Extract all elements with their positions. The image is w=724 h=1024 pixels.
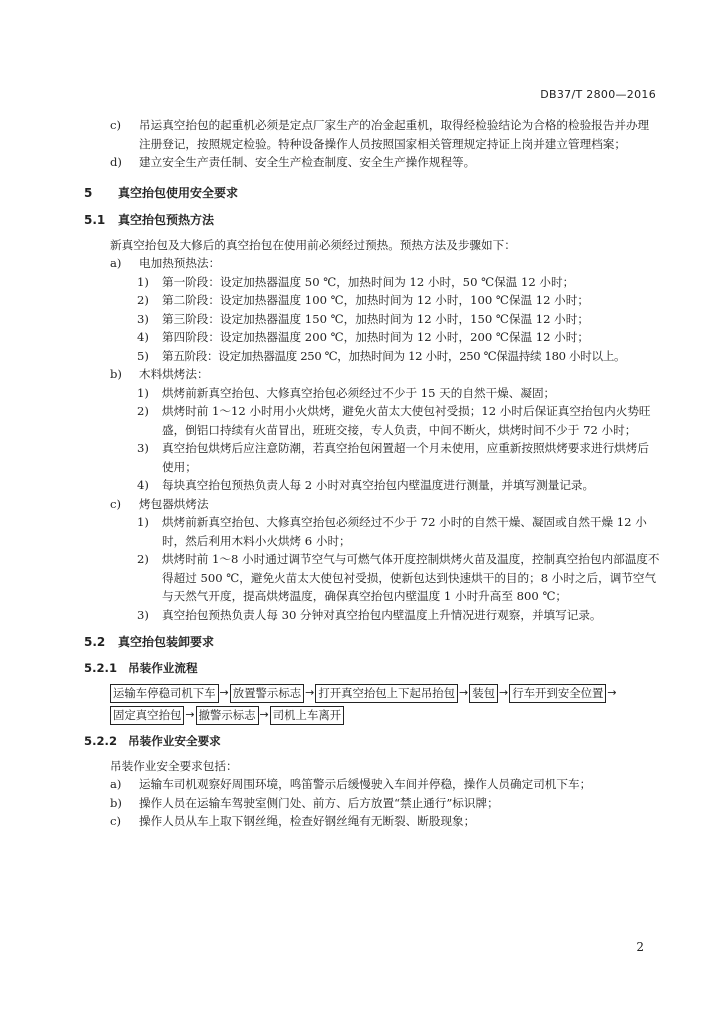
arrow-right-icon: → <box>185 707 195 721</box>
item-marker: 3) <box>137 311 149 326</box>
list-item <box>84 794 660 813</box>
arrow-right-icon: → <box>607 685 617 699</box>
flow-step: 放置警示标志 <box>230 684 304 703</box>
item-text: 吊运真空抬包的起重机必须是定点厂家生产的冶金起重机，取得经检验结论为合格的检验报告并办理注册登记，按照规定检验。特种设备操作人员按照国家相关管理规定持证上岗并建立管理档案； <box>139 118 650 151</box>
flow-row <box>110 705 660 725</box>
standard-code: DB37/T 2800—2016 <box>540 88 656 101</box>
sub-list-item <box>84 476 660 495</box>
item-marker: 4) <box>137 330 149 344</box>
item-text: 烘烤前新真空抬包、大修真空抬包必须经过不少于 72 小时的自然干燥、凝固或自然干燥 12 小时，然后利用木料小火烘烤 6 小时； <box>162 515 647 548</box>
item-marker: 1) <box>137 274 149 289</box>
sub-list-item <box>84 310 660 329</box>
item-text: 烤包器烘烤法 <box>139 496 209 511</box>
arrow-right-icon: → <box>219 685 229 699</box>
section-title: 真空抬包装卸要求 <box>118 635 215 649</box>
paragraph: 吊装作业安全要求包括： <box>110 758 238 773</box>
arrow-right-icon: → <box>259 707 269 721</box>
item-marker: 5) <box>137 348 149 363</box>
item-text: 第二阶段：设定加热器温度 100 ℃，加热时间为 12 小时，100 ℃保温 12 小时； <box>162 293 589 307</box>
item-text: 真空抬包烘烤后应注意防潮，若真空抬包闲置超一个月未使用，应重新按照烘烤要求进行烘烤后使用； <box>162 441 649 474</box>
section-title: 真空抬包预热方法 <box>118 213 215 227</box>
section-title: 吊装作业流程 <box>128 660 198 675</box>
item-text: 电加热预热法： <box>139 256 221 270</box>
item-text: 木料烘烤法： <box>139 367 209 381</box>
item-marker: 3) <box>137 441 149 455</box>
sub-list-item <box>84 606 660 625</box>
section-number: 5.1 <box>84 213 106 227</box>
item-marker: a) <box>110 256 122 270</box>
arrow-right-icon: → <box>499 685 509 699</box>
item-marker: c) <box>110 118 122 132</box>
item-marker: 4) <box>137 478 149 492</box>
list-item <box>84 153 660 172</box>
flow-step: 装包 <box>469 684 498 703</box>
sub-list-item <box>84 550 660 606</box>
item-text: 第四阶段：设定加热器温度 200 ℃，加热时间为 12 小时，200 ℃保温 12 小时； <box>162 330 589 344</box>
document-body <box>84 116 660 831</box>
item-marker: c) <box>110 496 122 511</box>
sub-list-item <box>84 402 660 439</box>
item-marker: c) <box>110 814 122 828</box>
item-text: 运输车司机观察好周围环境，鸣笛警示后缓慢驶入车间并停稳，操作人员确定司机下车； <box>139 777 592 791</box>
item-marker: d) <box>110 155 122 169</box>
paragraph: 新真空抬包及大修后的真空抬包在使用前必须经过预热。预热方法及步骤如下： <box>110 237 516 252</box>
sub-list-item <box>84 439 660 476</box>
sub-list-item <box>84 347 660 366</box>
subsubsection-heading <box>84 659 660 678</box>
list-item <box>84 116 660 153</box>
subsection-heading <box>84 211 660 230</box>
section-heading <box>84 184 660 203</box>
item-marker: 1) <box>137 385 149 400</box>
item-text: 每块真空抬包预热负责人每 2 小时对真空抬包内壁温度进行测量，并填写测量记录。 <box>162 478 595 492</box>
arrow-right-icon: → <box>305 685 315 699</box>
item-marker: a) <box>110 777 122 791</box>
item-marker: 3) <box>137 607 149 622</box>
section-number: 5 <box>84 185 93 200</box>
process-flow <box>84 683 660 725</box>
item-text: 操作人员在运输车驾驶室侧门处、前方、后方放置“禁止通行”标识牌； <box>139 795 499 810</box>
section-title: 吊装作业安全要求 <box>128 734 221 748</box>
item-text: 操作人员从车上取下钢丝绳，检查好钢丝绳有无断裂、断股现象； <box>139 814 476 828</box>
arrow-right-icon: → <box>459 685 469 699</box>
section-number: 5.2 <box>84 635 106 649</box>
page-number: 2 <box>636 940 644 954</box>
flow-step: 打开真空抬包上下起吊抬包 <box>315 684 458 703</box>
sub-list-item <box>84 328 660 347</box>
item-marker: b) <box>110 795 122 810</box>
flow-step: 固定真空抬包 <box>110 706 184 725</box>
item-text: 第五阶段：设定加热器温度 250 ℃，加热时间为 12 小时，250 ℃保温持续 180 小时以上。 <box>162 348 626 363</box>
flow-step: 行车开到安全位置 <box>509 684 606 703</box>
item-marker: 2) <box>137 552 149 566</box>
sub-list-item <box>84 513 660 550</box>
section-number: 5.2.1 <box>84 660 118 675</box>
item-marker: 2) <box>137 404 149 418</box>
item-marker: b) <box>110 367 122 381</box>
list-item <box>84 775 660 794</box>
item-text: 真空抬包预热负责人每 30 分钟对真空抬包内壁温度上升情况进行观察，并填写记录。 <box>162 607 602 622</box>
sub-list-item <box>84 384 660 403</box>
section-title: 真空抬包使用安全要求 <box>118 185 239 200</box>
item-text: 第三阶段：设定加热器温度 150 ℃，加热时间为 12 小时，150 ℃保温 12 小时； <box>162 311 589 326</box>
flow-step: 撤警示标志 <box>196 706 259 725</box>
item-text: 第一阶段：设定加热器温度 50 ℃，加热时间为 12 小时，50 ℃保温 12 小时； <box>162 274 575 289</box>
item-text: 建立安全生产责任制、安全生产检查制度、安全生产操作规程等。 <box>139 155 476 169</box>
list-item <box>84 495 660 514</box>
subsubsection-heading <box>84 732 660 751</box>
list-item <box>84 365 660 384</box>
list-item <box>84 812 660 831</box>
item-text: 烘烤前新真空抬包、大修真空抬包必须经过不少于 15 天的自然干燥、凝固； <box>162 385 556 400</box>
sub-list-item <box>84 273 660 292</box>
sub-list-item <box>84 291 660 310</box>
flow-row <box>110 683 660 703</box>
item-text: 烘烤时前 1～12 小时用小火烘烤，避免火苗太大使包衬受损；12 小时后保证真空抬包内火势旺盛，倒铝口持续有火苗冒出，班班交接，专人负责，中间不断火，烘烤时间不少于 72 小时； <box>162 404 651 437</box>
subsection-heading <box>84 633 660 652</box>
flow-step: 运输车停稳司机下车 <box>110 684 219 703</box>
section-number: 5.2.2 <box>84 734 118 748</box>
list-item <box>84 254 660 273</box>
item-text: 烘烤时前 1～8 小时通过调节空气与可燃气体开度控制烘烤火苗及温度，控制真空抬包内部温度不得超过 500 ℃，避免火苗太大使包衬受损，使新包达到快速烘干的目的；8 小时之后，调节空气与天然气开度，提高烘烤温度，确保真空抬包内壁温度 1 小时升高至 800 ℃； <box>162 552 660 603</box>
item-marker: 2) <box>137 293 149 307</box>
item-marker: 1) <box>137 515 149 529</box>
flow-step: 司机上车离开 <box>270 706 344 725</box>
